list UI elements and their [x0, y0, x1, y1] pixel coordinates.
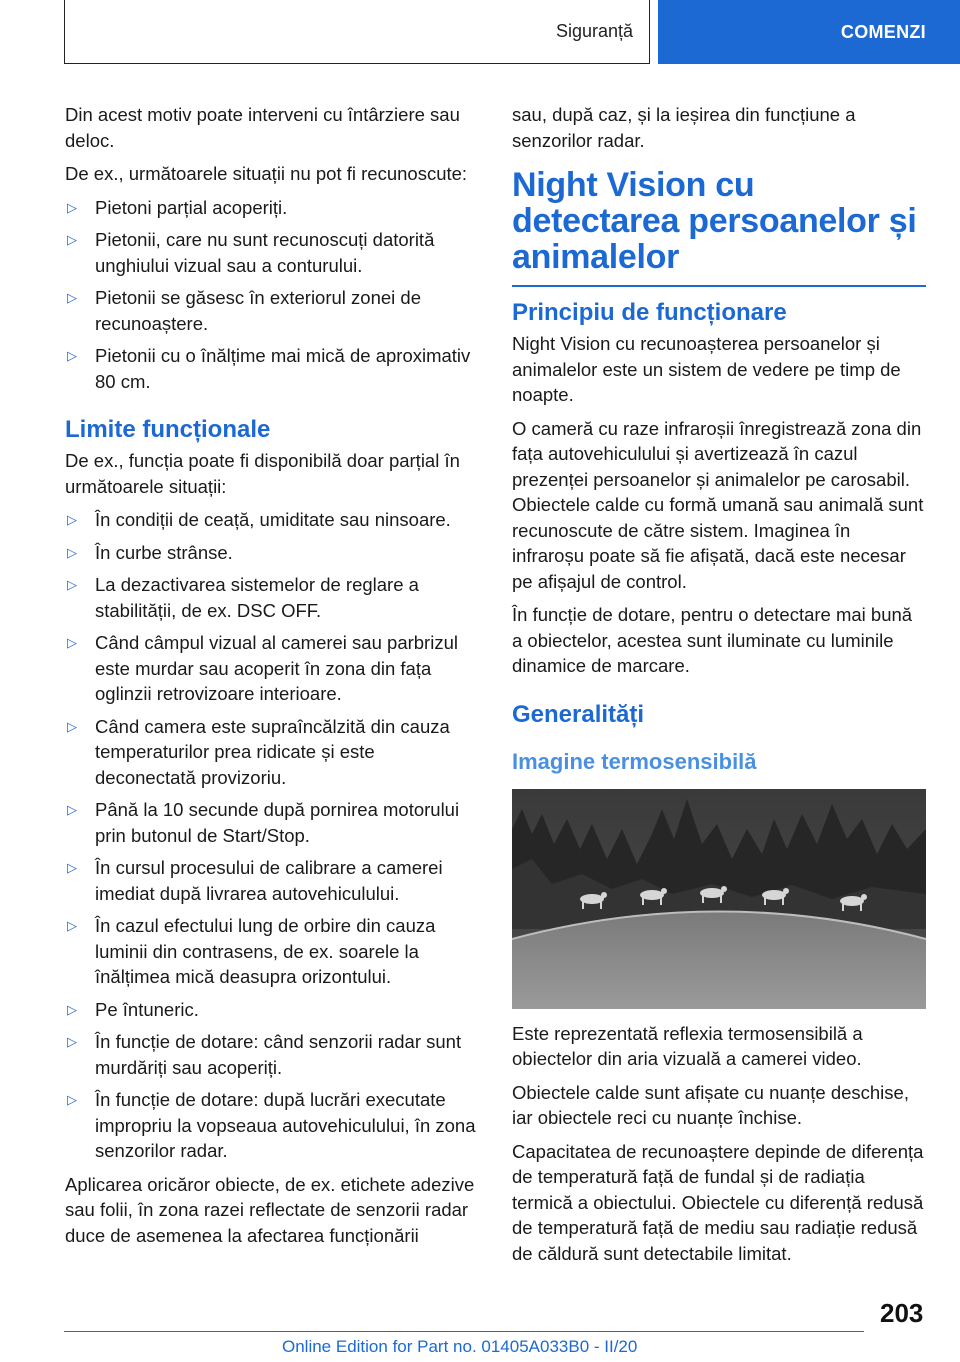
header-category-label: COMENZI [840, 21, 926, 42]
heading-thermal-image: Imagine termosensibilă [512, 748, 757, 774]
triangle-bullet-icon: ▷ [67, 718, 77, 734]
list-item: ▷ În cursul procesului de calibrare a camerei imediat după livrarea autovehiculului. [67, 857, 443, 904]
header-category-tab [658, 0, 960, 64]
principle-paragraph-1: Night Vision cu recunoașterea persoanelor și animalelor este un sistem de vedere pe timp de noapte. [512, 333, 901, 405]
left-column [65, 102, 479, 1256]
triangle-bullet-icon: ▷ [67, 918, 77, 933]
triangle-bullet-icon: ▷ [67, 860, 77, 875]
principle-paragraph-2: O cameră cu raze infraroșii înregistrează zona din fața autovehiculului și avertizează în cazul prezenței persoanelor și animalelor pe carosabil. Obiectele calde cu formă umană sau animală sunt recunoscute de către sistem. Imaginea în infraroșu poate să fie afișată, dacă este necesar pe afișajul de control. [512, 417, 924, 592]
list-item: ▷ În funcție de dotare: când senzorii radar sunt murdăriți sau acoperiți. [67, 1031, 462, 1078]
triangle-bullet-icon: ▷ [67, 232, 77, 247]
thermal-paragraph-3: Capacitatea de recunoaștere depinde de diferența de temperatură față de fundal și de radiația termică a obiectului. Obiectele cu diferență redusă de temperatură față de mediu sau radiație redusă de căldură sunt detectabile limitat. [512, 1140, 924, 1264]
list-item: ▷ Pietonii se găsesc în exteriorul zonei de recunoaștere. [67, 287, 421, 334]
thermal-paragraph-1: Este reprezentată reflexia termosensibilă a obiectelor din aria vizuală a camerei video. [512, 1022, 863, 1069]
list-item: ▷ Când câmpul vizual al camerei sau parbrizul este murdar sau acoperit în zona din fața oglinzii retrovizoare interioare. [67, 632, 458, 704]
list-item: ▷ Când camera este supraîncălzită din cauza temperaturilor prea ridicate și este deconectată provizoriu. [67, 715, 450, 788]
triangle-bullet-icon: ▷ [67, 1034, 77, 1049]
triangle-bullet-icon: ▷ [67, 512, 77, 527]
triangle-bullet-icon: ▷ [67, 290, 77, 305]
header-section-label: Siguranță [555, 21, 633, 41]
footer-edition: Online Edition for Part no. 01405A033B0 - II/20 [282, 1337, 638, 1356]
heading-principle: Principiu de funcționare [512, 299, 787, 326]
list-item: ▷ Până la 10 secunde după pornirea motorului prin butonul de Start/Stop. [67, 799, 460, 846]
unrecognized-list [65, 195, 479, 395]
triangle-bullet-icon: ▷ [67, 635, 77, 650]
header-section-tab [64, 0, 650, 64]
heading-functional-limits: Limite funcționale [65, 416, 271, 443]
triangle-bullet-icon: ▷ [67, 577, 77, 592]
list-item: ▷ În curbe strânse. [65, 540, 479, 566]
list-item: ▷ În cazul efectului lung de orbire din cauza luminii din contrasens, de ex. soarele la înălțimea mică deasupra orizontului. [67, 915, 436, 987]
list-item: ▷ Pietonii, care nu sunt recunoscuți datorită unghiului vizual sau a conturului. [67, 229, 435, 276]
right-column [512, 102, 926, 1274]
continuation-paragraph: sau, după caz, și la ieșirea din funcțiune a senzorilor radar. [512, 104, 856, 151]
list-item: ▷ Pe întuneric. [65, 997, 479, 1023]
triangle-bullet-icon: ▷ [67, 1092, 77, 1107]
thermal-image [512, 789, 926, 1009]
limits-intro: De ex., funcția poate fi disponibilă doar parțial în următoarele situații: [65, 450, 460, 497]
intro-paragraph-2: De ex., următoarele situații nu pot fi recunoscute: [65, 163, 468, 184]
principle-paragraph-3: În funcție de dotare, pentru o detectare mai bună a obiectelor, acestea sunt iluminate cu luminile dinamice de marcare. [512, 604, 913, 676]
list-item: ▷ În funcție de dotare: după lucrări executate impropriu la vopseaua autovehiculului, în zona senzorilor radar. [67, 1089, 476, 1161]
footer-divider [64, 1331, 864, 1332]
triangle-bullet-icon: ▷ [67, 1001, 77, 1017]
page-number: 203 [880, 1298, 924, 1328]
list-item: ▷ Pietonii cu o înălțime mai mică de aproximativ 80 cm. [67, 345, 471, 392]
triangle-bullet-icon: ▷ [67, 348, 77, 363]
list-item: ▷ La dezactivarea sistemelor de reglare a stabilității, de ex. DSC OFF. [67, 574, 419, 621]
triangle-bullet-icon: ▷ [67, 199, 77, 215]
triangle-bullet-icon: ▷ [67, 802, 77, 817]
thermal-paragraph-2: Obiectele calde sunt afișate cu nuanțe deschise, iar obiectele reci cu nuanțe închise. [512, 1081, 909, 1128]
heading-general: Generalități [512, 700, 645, 728]
limits-list [65, 507, 479, 1164]
outro-paragraph: Aplicarea oricăror obiecte, de ex. etichete adezive sau folii, în zona razei reflectate de senzorii radar duce de asemenea la afectarea funcționării [65, 1173, 475, 1246]
list-item: ▷ În condiții de ceață, umiditate sau ninsoare. [65, 507, 479, 533]
triangle-bullet-icon: ▷ [67, 544, 77, 560]
section-title: Night Vision cu detectarea persoanelor și animalelor [512, 167, 926, 287]
list-item: ▷ Pietoni parțial acoperiți. [65, 195, 479, 221]
intro-paragraph-1: Din acest motiv poate interveni cu întârziere sau deloc. [65, 104, 460, 151]
